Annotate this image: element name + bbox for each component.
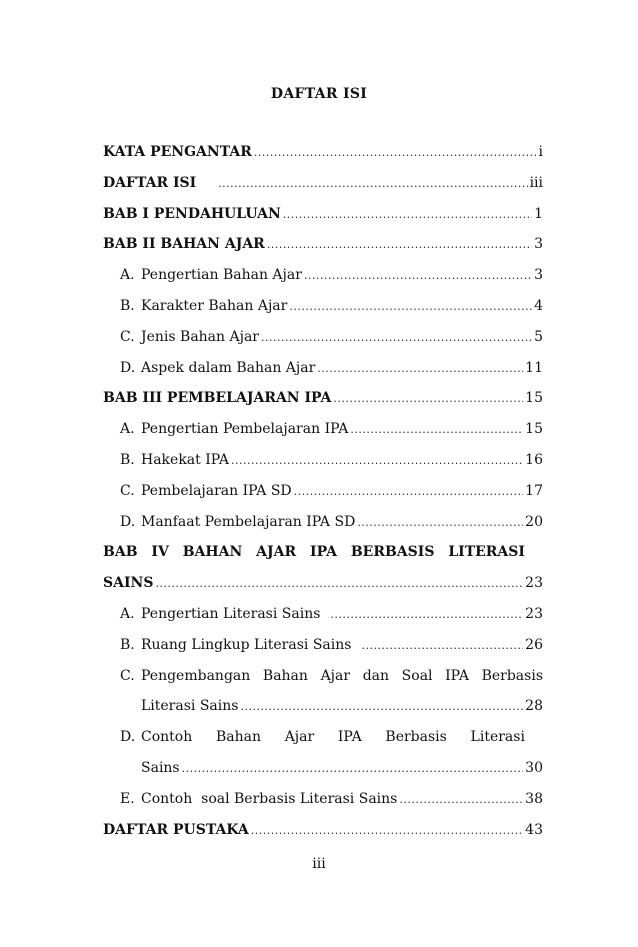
toc-entry-letter: D. [120,513,136,530]
page-title: DAFTAR ISI [270,86,368,102]
toc-entry-daftar-pustaka[interactable] [103,822,543,853]
toc-entry-page: iii [529,174,543,191]
table-of-contents [103,144,543,852]
toc-entry-label [141,668,543,684]
toc-entry-label: DAFTAR ISI [103,174,197,191]
dot-leader [267,238,532,251]
toc-entry-label: Manfaat Pembelajaran IPA SD [141,513,356,530]
toc-entry-letter: C. [120,328,135,345]
toc-entry-page: 43 [525,821,543,838]
heading-word: BAB [103,544,138,561]
toc-entry-bab-3-c[interactable] [103,483,543,514]
toc-entry-bab-4-line2[interactable] [103,575,543,606]
toc-entry-page: 1 [534,205,543,222]
toc-entry-bab-4-line1[interactable] [103,544,543,575]
toc-entry-label: Sains [141,759,180,776]
dot-leader [182,762,524,775]
toc-entry-label: Pembelajaran IPA SD [141,482,292,499]
heading-word: Ajar [320,667,351,684]
toc-entry-page: 23 [525,605,543,622]
toc-entry-label: Jenis Bahan Ajar [141,328,259,345]
heading-word: Literasi [470,729,525,746]
dot-leader [330,608,523,621]
toc-entry-letter: D. [120,729,136,746]
dot-leader [155,577,523,590]
toc-entry-letter: B. [120,636,135,653]
toc-entry-letter: A. [120,421,135,438]
heading-word: BERBASIS [350,544,435,561]
toc-entry-label: Pengertian Bahan Ajar [141,267,302,284]
toc-entry-page: 23 [525,575,543,592]
heading-word: IPA [337,729,362,746]
toc-entry-bab-2-d[interactable] [103,360,543,391]
toc-entry-page: 15 [525,421,543,438]
page-number: iii [312,856,326,872]
toc-entry-bab-3-a[interactable] [103,421,543,452]
dot-leader [357,516,523,529]
toc-entry-bab-4-d-line2[interactable] [103,760,543,791]
heading-word: BAHAN [182,544,243,561]
heading-word: Bahan [215,729,261,746]
dot-leader [254,146,537,159]
toc-entry-page: 30 [525,759,543,776]
dot-leader [350,423,523,436]
toc-entry-label: Literasi Sains [141,698,239,715]
toc-entry-bab-1[interactable] [103,206,543,237]
toc-entry-label: Ruang Lingkup Literasi Sains [141,636,352,653]
toc-entry-page: 3 [534,236,543,253]
toc-entry-letter: A. [120,605,135,622]
dot-leader [231,454,523,467]
toc-entry-bab-4-a[interactable] [103,606,543,637]
dot-leader [283,208,532,221]
toc-entry-daftar-isi[interactable] [103,175,543,206]
toc-entry-letter: B. [120,297,135,314]
toc-entry-label: Karakter Bahan Ajar [141,297,288,314]
heading-word: AJAR [256,544,297,561]
toc-entry-bab-3-d[interactable] [103,514,543,545]
dot-leader [294,485,524,498]
toc-entry-page: 15 [525,390,543,407]
dot-leader [317,362,523,375]
toc-entry-page: 17 [525,482,543,499]
toc-entry-letter: E. [120,790,135,807]
heading-word: IPA [445,667,469,684]
heading-word: IPA [310,544,337,561]
heading-word: Soal [401,667,433,684]
toc-entry-page: 4 [534,297,543,314]
toc-entry-label: Pengertian Literasi Sains [141,605,321,622]
toc-entry-page: 3 [534,267,543,284]
dot-leader [304,269,532,282]
heading-word: Ajar [284,729,315,746]
toc-entry-page: 16 [525,451,543,468]
heading-word: Berbasis [385,729,447,746]
toc-entry-bab-2[interactable] [103,236,543,267]
toc-entry-letter: C. [120,482,135,499]
dot-leader [289,300,532,313]
heading-word: Berbasis [481,667,543,684]
dot-leader [261,331,532,344]
toc-entry-bab-3[interactable] [103,390,543,421]
toc-entry-bab-4-c-line2[interactable] [103,698,543,729]
toc-entry-letter: B. [120,451,135,468]
toc-entry-label: BAB II BAHAN AJAR [103,236,265,253]
toc-entry-page: 26 [525,636,543,653]
toc-entry-bab-4-c-line1[interactable] [103,668,543,699]
toc-entry-bab-4-b[interactable] [103,637,543,668]
dot-leader [399,793,523,806]
heading-word: LITERASI [448,544,525,561]
dot-leader [251,824,523,837]
toc-entry-page: 38 [525,790,543,807]
dot-leader [240,700,523,713]
toc-entry-bab-4-e[interactable] [103,791,543,822]
toc-entry-label [141,729,525,745]
heading-word: Pengembangan [141,667,251,684]
toc-entry-label: DAFTAR PUSTAKA [103,821,249,838]
heading-word: Bahan [262,667,308,684]
dot-leader [218,177,527,190]
toc-entry-label: SAINS [103,575,154,592]
toc-entry-page: 11 [525,359,543,376]
dot-leader [333,392,523,405]
toc-entry-bab-4-d-line1[interactable] [103,729,543,760]
heading-word: Contoh [141,729,193,746]
toc-entry-label: Aspek dalam Bahan Ajar [141,359,316,376]
toc-entry-bab-2-c[interactable] [103,329,543,360]
toc-entry-label [103,544,525,560]
toc-entry-letter: C. [120,667,135,684]
toc-entry-label: Contoh soal Berbasis Literasi Sains [141,790,398,807]
toc-entry-label: Hakekat IPA [141,451,230,468]
toc-entry-bab-3-b[interactable] [103,452,543,483]
dot-leader [361,639,523,652]
toc-entry-letter: A. [120,267,135,284]
heading-word: IV [151,544,169,561]
toc-entry-kata-pengantar[interactable] [103,144,543,175]
toc-entry-page: 20 [525,513,543,530]
toc-entry-label: KATA PENGANTAR [103,144,252,160]
toc-entry-page: 28 [525,698,543,715]
toc-entry-label: BAB I PENDAHULUAN [103,205,281,222]
toc-entry-letter: D. [120,359,136,376]
heading-word: dan [362,667,390,684]
toc-entry-label: BAB III PEMBELAJARAN IPA [103,390,332,407]
toc-entry-page: 5 [534,328,543,345]
toc-entry-bab-2-a[interactable] [103,267,543,298]
toc-entry-page: i [538,144,543,160]
toc-entry-label: Pengertian Pembelajaran IPA [141,421,349,438]
toc-entry-bab-2-b[interactable] [103,298,543,329]
